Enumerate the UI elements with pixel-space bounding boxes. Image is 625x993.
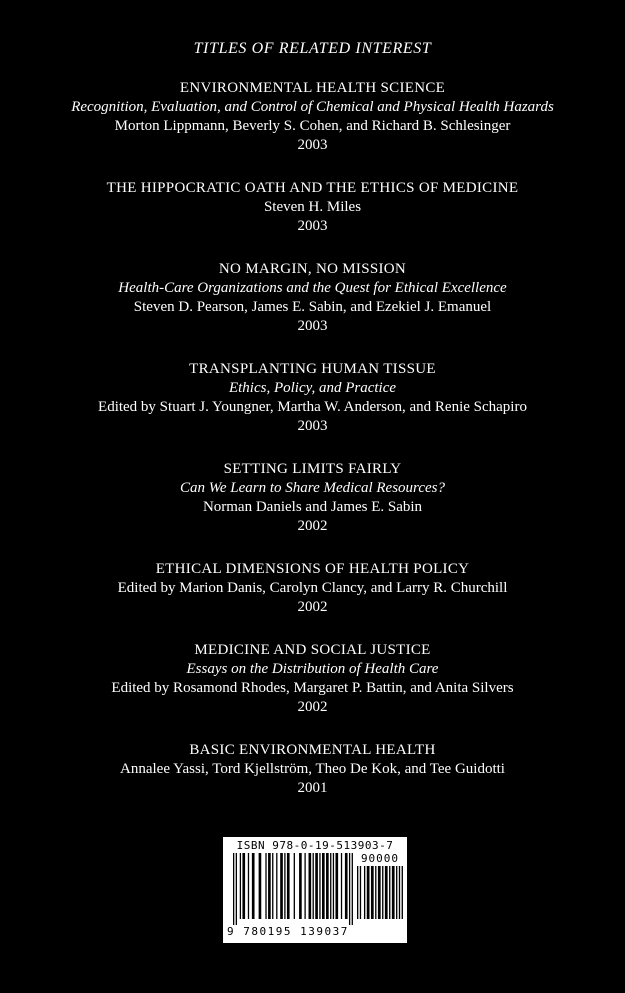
book-title: ENVIRONMENTAL HEALTH SCIENCE (179, 80, 446, 96)
book-title: TRANSPLANTING HUMAN TISSUE (189, 361, 436, 377)
barcode-bar (360, 866, 361, 919)
book-subtitle: Health-Care Organizations and the Quest for Ethical Excellence (118, 280, 507, 296)
barcode-bar (276, 853, 277, 919)
book-authors: Edited by Stuart J. Youngner, Martha W. Anderson, and Renie Schapiro (98, 399, 527, 415)
isbn-barcode (223, 837, 407, 943)
list-item (0, 641, 625, 717)
book-year: 2002 (297, 699, 328, 715)
barcode-bar (326, 853, 329, 919)
book-subtitle: Essays on the Distribution of Health Care (186, 661, 439, 677)
book-year: 2003 (297, 318, 328, 334)
book-authors: Steven D. Pearson, James E. Sabin, and Ezekiel J. Emanuel (133, 299, 492, 315)
barcode-bar (233, 853, 234, 925)
barcode-bar (313, 853, 314, 919)
list-item (0, 460, 625, 536)
book-year: 2002 (297, 518, 328, 534)
book-subtitle: Recognition, Evaluation, and Control of Chemical and Physical Health Hazards (71, 99, 554, 115)
book-authors: Edited by Rosamond Rhodes, Margaret P. Battin, and Anita Silvers (111, 680, 514, 696)
book-authors: Morton Lippmann, Beverly S. Cohen, and Richard B. Schlesinger (114, 118, 511, 134)
barcode-bar (309, 853, 312, 919)
barcode-bar (385, 866, 388, 919)
barcode-bar (335, 853, 338, 919)
book-title: THE HIPPOCRATIC OATH AND THE ETHICS OF MEDICINE (106, 180, 519, 196)
book-subtitle: Can We Learn to Share Medical Resources? (180, 480, 445, 496)
addon-barcode-bars (357, 866, 403, 925)
barcode-bar (252, 853, 255, 919)
book-title: BASIC ENVIRONMENTAL HEALTH (189, 742, 436, 758)
book-subtitle: Ethics, Policy, and Practice (228, 380, 397, 396)
barcode-bar (265, 853, 266, 919)
barcode-bar (392, 866, 395, 919)
barcode-bars-row (227, 853, 403, 925)
book-title: NO MARGIN, NO MISSION (218, 261, 407, 277)
barcode-bar (364, 866, 365, 919)
list-item (0, 260, 625, 336)
isbn-label: ISBN 978-0-19-513903-7 (236, 839, 394, 852)
book-year: 2003 (297, 137, 328, 153)
ean-digits: 9 780195 139037 (227, 925, 349, 938)
ean-barcode-bars (233, 853, 353, 925)
book-title: MEDICINE AND SOCIAL JUSTICE (194, 642, 431, 658)
barcode-bar (349, 853, 350, 925)
list-item (0, 560, 625, 617)
book-title: SETTING LIMITS FAIRLY (223, 461, 402, 477)
barcode-bar (287, 853, 290, 919)
section-heading: TITLES OF RELATED INTEREST (193, 40, 432, 57)
barcode-bar (280, 853, 283, 919)
book-year: 2001 (297, 780, 328, 796)
barcode-bar (299, 853, 302, 919)
barcode-bar (268, 853, 271, 919)
book-title: ETHICAL DIMENSIONS OF HEALTH POLICY (155, 561, 470, 577)
barcode-bar (399, 866, 400, 919)
barcode-bar (319, 853, 320, 919)
barcode-bar (378, 866, 381, 919)
book-authors: Steven H. Miles (263, 199, 362, 215)
barcode-bar (396, 866, 397, 919)
book-year: 2002 (297, 599, 328, 615)
barcode-bar (382, 866, 383, 919)
barcode-bar (322, 853, 325, 919)
barcode-bar (402, 866, 403, 919)
barcode-bar (352, 853, 353, 925)
list-item (0, 179, 625, 236)
barcode-bar (242, 853, 245, 919)
list-item (0, 360, 625, 436)
barcode-bar (259, 853, 262, 919)
barcode-bar (284, 853, 285, 919)
book-authors: Annalee Yassi, Tord Kjellström, Theo De Kok, and Tee Guidotti (120, 761, 505, 777)
book-year: 2003 (297, 218, 328, 234)
barcode-bar (315, 853, 318, 919)
list-item (0, 741, 625, 798)
barcode-bar (272, 853, 273, 919)
barcode-bar (248, 853, 249, 919)
book-year: 2003 (297, 418, 328, 434)
barcode-bar (375, 866, 376, 919)
barcode-bar (236, 853, 237, 925)
barcode-bar (371, 866, 374, 919)
related-titles-list (0, 79, 625, 822)
barcode-bar (367, 866, 370, 919)
barcode-bar (345, 853, 348, 919)
barcode-bar (330, 853, 331, 919)
price-code: 90000 (360, 852, 400, 865)
book-authors: Edited by Marion Danis, Carolyn Clancy, and Larry R. Churchill (117, 580, 508, 596)
list-item (0, 79, 625, 155)
barcode-bar (389, 866, 390, 919)
barcode-bar (294, 853, 295, 919)
barcode-bar (333, 853, 334, 919)
barcode-bar (357, 866, 358, 919)
book-authors: Norman Daniels and James E. Sabin (202, 499, 423, 515)
barcode-bar (341, 853, 342, 919)
barcode-bar (304, 853, 305, 919)
barcode-bar (240, 853, 241, 919)
